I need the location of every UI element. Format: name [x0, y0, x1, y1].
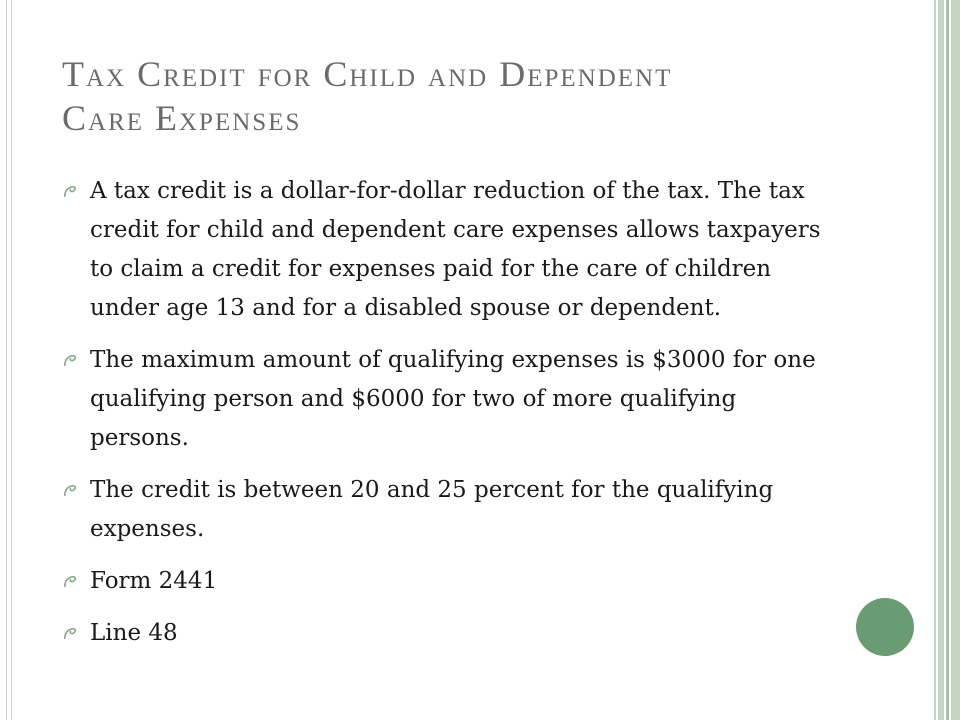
left-border-line: [11, 0, 12, 720]
right-decorative-stripes: [920, 0, 960, 720]
stripe: [951, 0, 960, 720]
bullet-item: [62, 562, 822, 601]
bullet-item: [62, 614, 822, 653]
bullet-text: Line 48: [90, 620, 178, 646]
slide-title-line2: Care Expenses: [62, 98, 302, 138]
slide-title-line1: Tax Credit for Child and Dependent: [62, 54, 673, 94]
swirl-icon: [62, 483, 77, 498]
slide-title: [62, 52, 862, 140]
bullet-text: Form 2441: [90, 568, 218, 594]
stripe: [920, 0, 934, 720]
swirl-icon: [62, 353, 77, 368]
bullet-text: The maximum amount of qualifying expenses is $3000 for one qualifying person and $6000 for two of more qualifying persons.: [90, 347, 816, 451]
swirl-icon: [62, 184, 77, 199]
bullet-item: [62, 471, 822, 549]
bullet-text: The credit is between 20 and 25 percent for the qualifying expenses.: [90, 477, 774, 542]
bullet-list: [62, 172, 822, 666]
swirl-icon: [62, 574, 77, 589]
stripe: [938, 0, 944, 720]
bullet-text: A tax credit is a dollar-for-dollar reduction of the tax. The tax credit for child and dependent care expenses allows taxpayers to claim a credit for expenses paid for the care of children under age 13 and for a disabled spouse or dependent.: [90, 178, 821, 321]
left-border-line: [6, 0, 7, 720]
bullet-item: [62, 172, 822, 328]
stripe: [946, 0, 949, 720]
accent-circle: [856, 598, 914, 656]
stripe: [934, 0, 936, 720]
bullet-item: [62, 341, 822, 458]
swirl-icon: [62, 626, 77, 641]
